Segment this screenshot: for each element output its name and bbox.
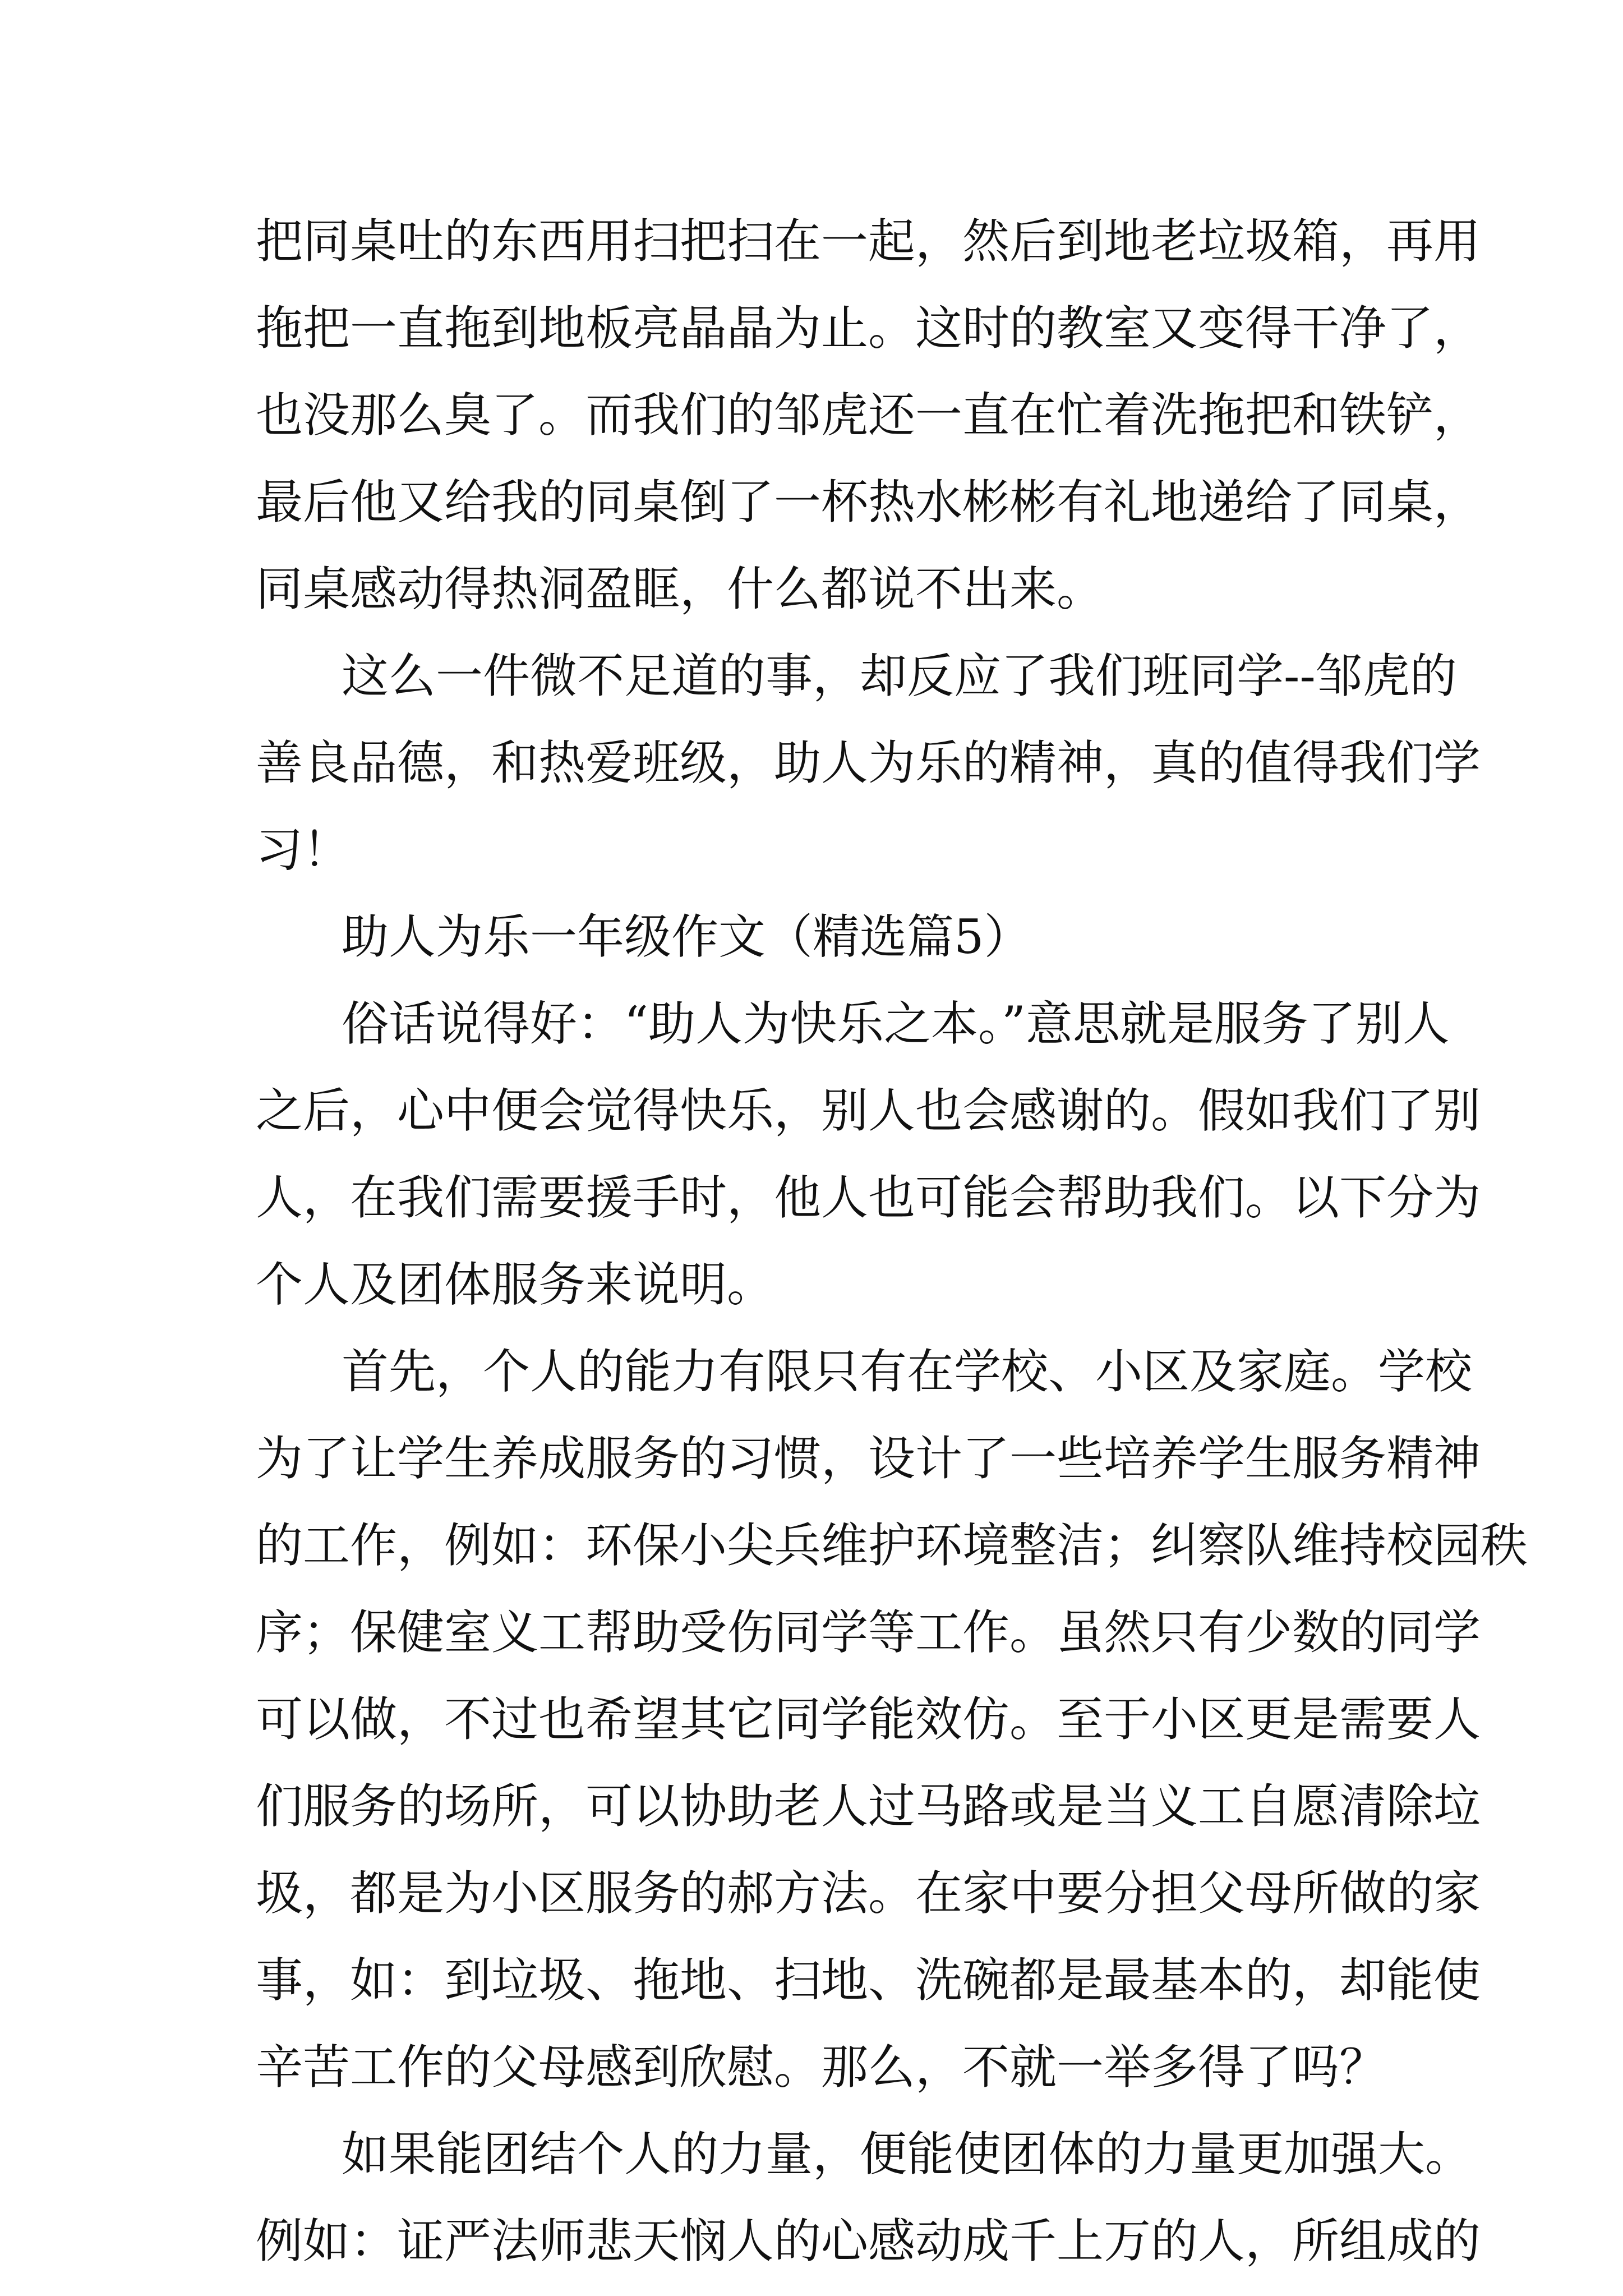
text-line: 事，如：到垃圾、拖地、扫地、洗碗都是最基本的，却能使 (256, 1953, 1481, 2008)
text-line: 习！ (256, 822, 351, 877)
section-heading: 助人为乐一年级作文（精选篇5） (342, 909, 1031, 964)
text-line: 把同桌吐的东西用扫把扫在一起，然后到地老垃圾箱，再用 (256, 214, 1481, 269)
text-line: 这么一件微不足道的事，却反应了我们班同学--邹虎的 (342, 648, 1457, 703)
text-line: 最后他又给我的同桌倒了一杯热水彬彬有礼地递给了同桌， (256, 475, 1481, 530)
text-line: 个人及团体服务来说明。 (256, 1257, 774, 1312)
text-line: 圾，都是为小区服务的郝方法。在家中要分担父母所做的家 (256, 1866, 1481, 1921)
text-line: 辛苦工作的父母感到欣慰。那么，不就一举多得了吗？ (256, 2040, 1387, 2095)
text-line: 同桌感动得热洞盈眶，什么都说不出来。 (256, 562, 1104, 616)
text-line: 拖把一直拖到地板亮晶晶为止。这时的教室又变得干净了， (256, 301, 1481, 356)
text-line: 的工作，例如：环保小尖兵维护环境整洁；纠察队维持校园秩 (256, 1518, 1528, 1573)
text-line: 们服务的场所，可以协助老人过马路或是当义工自愿清除垃 (256, 1779, 1481, 1834)
text-line: 序；保健室义工帮助受伤同学等工作。虽然只有少数的同学 (256, 1605, 1481, 1660)
text-line: 善良品德，和热爱班级，助人为乐的精神，真的值得我们学 (256, 735, 1481, 790)
text-line: 例如：证严法师悲天悯人的心感动成千上万的人，所组成的 (256, 2214, 1481, 2269)
text-line: 之后，心中便会觉得快乐，别人也会感谢的。假如我们了别 (256, 1083, 1481, 1138)
text-line: 也没那么臭了。而我们的邹虎还一直在忙着洗拖把和铁铲， (256, 388, 1481, 443)
text-line: 首先，个人的能力有限只有在学校、小区及家庭。学校 (342, 1344, 1473, 1399)
text-line: 如果能团结个人的力量，便能使团体的力量更加强大。 (342, 2127, 1473, 2182)
text-line: 人，在我们需要援手时，他人也可能会帮助我们。以下分为 (256, 1170, 1481, 1225)
text-line: 为了让学生养成服务的习惯，设计了一些培养学生服务精神 (256, 1431, 1481, 1486)
text-line: 可以做，不过也希望其它同学能效仿。至于小区更是需要人 (256, 1692, 1481, 1747)
text-line: 俗话说得好：“助人为快乐之本。”意思就是服务了别人 (342, 996, 1450, 1051)
